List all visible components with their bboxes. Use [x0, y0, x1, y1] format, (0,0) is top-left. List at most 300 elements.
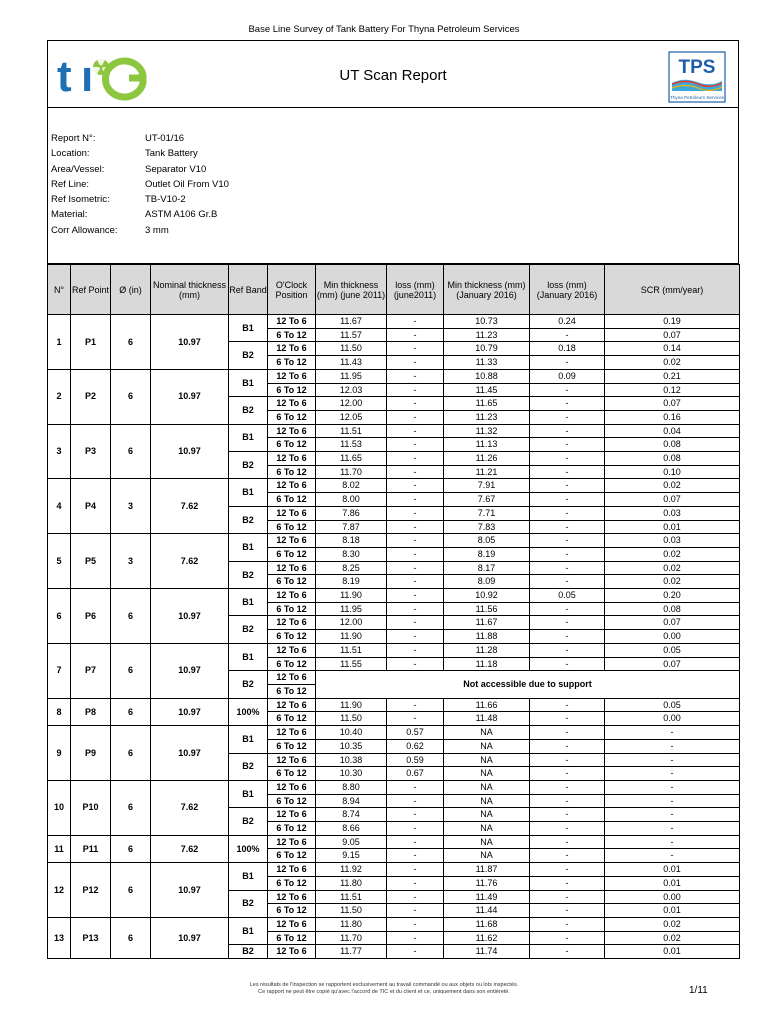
ref-band: B1	[229, 863, 268, 890]
loss-2011: -	[387, 452, 444, 466]
oclock-position: 12 To 6	[268, 589, 316, 603]
scr-value: 0.03	[605, 506, 740, 520]
scr-value: 0.07	[605, 328, 740, 342]
loss-2011: -	[387, 410, 444, 424]
min-thickness-2011: 11.65	[316, 452, 387, 466]
loss-2011: -	[387, 547, 444, 561]
oclock-position: 12 To 6	[268, 671, 316, 685]
loss-2016: -	[530, 424, 605, 438]
diameter: 6	[111, 835, 151, 862]
loss-2016: 0.05	[530, 589, 605, 603]
loss-2016: -	[530, 835, 605, 849]
scr-value: 0.03	[605, 534, 740, 548]
scr-value: 0.01	[605, 876, 740, 890]
ref-band: B1	[229, 369, 268, 396]
column-header: Ref Point	[71, 265, 111, 315]
point-number: 9	[48, 726, 71, 781]
oclock-position: 6 To 12	[268, 657, 316, 671]
ref-band: B2	[229, 808, 268, 835]
not-accessible-note: Not accessible due to support	[316, 671, 740, 698]
point-number: 3	[48, 424, 71, 479]
min-thickness-2016: 11.23	[444, 328, 530, 342]
loss-2016: 0.09	[530, 369, 605, 383]
scr-value: 0.20	[605, 589, 740, 603]
table-row	[48, 589, 740, 603]
info-label: Corr Allowance:	[51, 224, 118, 236]
loss-2016: -	[530, 602, 605, 616]
loss-2016: -	[530, 808, 605, 822]
loss-2011: -	[387, 397, 444, 411]
min-thickness-2011: 8.74	[316, 808, 387, 822]
oclock-position: 6 To 12	[268, 410, 316, 424]
ref-point: P8	[71, 698, 111, 725]
loss-2016: -	[530, 726, 605, 740]
loss-2011: -	[387, 945, 444, 959]
loss-2011: -	[387, 465, 444, 479]
header-band	[48, 41, 738, 108]
point-number: 2	[48, 369, 71, 424]
info-value: TB-V10-2	[145, 194, 186, 206]
ref-point: P5	[71, 534, 111, 589]
diameter: 6	[111, 589, 151, 644]
loss-2016: -	[530, 698, 605, 712]
scr-value: 0.07	[605, 493, 740, 507]
diameter: 3	[111, 479, 151, 534]
oclock-position: 12 To 6	[268, 424, 316, 438]
oclock-position: 6 To 12	[268, 520, 316, 534]
column-header: Min thickness (mm) (January 2016)	[444, 265, 530, 315]
scr-value: -	[605, 753, 740, 767]
min-thickness-2016: 11.68	[444, 917, 530, 931]
loss-2011: -	[387, 328, 444, 342]
oclock-position: 6 To 12	[268, 602, 316, 616]
loss-2016: 0.18	[530, 342, 605, 356]
point-number: 5	[48, 534, 71, 589]
min-thickness-2016: 10.73	[444, 315, 530, 329]
loss-2016: -	[530, 643, 605, 657]
diameter: 6	[111, 698, 151, 725]
min-thickness-2016: NA	[444, 835, 530, 849]
nominal-thickness: 10.97	[151, 424, 229, 479]
oclock-position: 12 To 6	[268, 890, 316, 904]
loss-2011: -	[387, 808, 444, 822]
min-thickness-2011: 8.66	[316, 822, 387, 836]
ref-band: B1	[229, 534, 268, 561]
diameter: 6	[111, 863, 151, 918]
nominal-thickness: 7.62	[151, 835, 229, 862]
min-thickness-2011: 11.55	[316, 657, 387, 671]
column-header: loss (mm) (January 2016)	[530, 265, 605, 315]
ref-band: B1	[229, 780, 268, 807]
min-thickness-2011: 11.50	[316, 712, 387, 726]
min-thickness-2011: 11.43	[316, 356, 387, 370]
column-header: Nominal thickness (mm)	[151, 265, 229, 315]
min-thickness-2016: 11.74	[444, 945, 530, 959]
scr-value: 0.21	[605, 369, 740, 383]
min-thickness-2011: 7.86	[316, 506, 387, 520]
loss-2016: -	[530, 945, 605, 959]
oclock-position: 12 To 6	[268, 917, 316, 931]
loss-2016: -	[530, 328, 605, 342]
loss-2011: -	[387, 315, 444, 329]
min-thickness-2016: NA	[444, 822, 530, 836]
table-row	[48, 424, 740, 438]
min-thickness-2011: 11.77	[316, 945, 387, 959]
info-label: Report N°:	[51, 133, 96, 144]
oclock-position: 12 To 6	[268, 808, 316, 822]
footer-note-line: Ce rapport ne peut être copié qu'avec l'accord de TIC et du client et ce, uniquement dans son entièreté.	[258, 989, 510, 995]
loss-2011: -	[387, 575, 444, 589]
table-row	[48, 534, 740, 548]
loss-2011: -	[387, 630, 444, 644]
oclock-position: 6 To 12	[268, 794, 316, 808]
diameter: 6	[111, 780, 151, 835]
min-thickness-2011: 11.95	[316, 602, 387, 616]
info-label: Material:	[51, 209, 88, 221]
scr-value: 0.08	[605, 602, 740, 616]
oclock-position: 6 To 12	[268, 438, 316, 452]
loss-2016: -	[530, 452, 605, 466]
ref-band: B2	[229, 506, 268, 533]
tps-logo	[668, 51, 726, 103]
min-thickness-2016: 11.45	[444, 383, 530, 397]
min-thickness-2016: 8.17	[444, 561, 530, 575]
min-thickness-2016: 11.87	[444, 863, 530, 877]
info-value: Tank Battery	[145, 148, 198, 160]
min-thickness-2016: 7.67	[444, 493, 530, 507]
oclock-position: 6 To 12	[268, 849, 316, 863]
loss-2011: -	[387, 822, 444, 836]
scr-value: 0.05	[605, 643, 740, 657]
footer-note	[0, 982, 768, 996]
ref-point: P13	[71, 917, 111, 958]
oclock-position: 12 To 6	[268, 397, 316, 411]
table-row	[48, 726, 740, 740]
min-thickness-2016: 11.13	[444, 438, 530, 452]
min-thickness-2011: 11.95	[316, 369, 387, 383]
loss-2016: -	[530, 547, 605, 561]
min-thickness-2016: 11.18	[444, 657, 530, 671]
min-thickness-2011: 8.30	[316, 547, 387, 561]
min-thickness-2016: 8.19	[444, 547, 530, 561]
scr-value: 0.07	[605, 657, 740, 671]
column-header: Ref Band	[229, 265, 268, 315]
nominal-thickness: 7.62	[151, 780, 229, 835]
min-thickness-2011: 8.19	[316, 575, 387, 589]
scr-value: 0.07	[605, 397, 740, 411]
scr-value: 0.01	[605, 520, 740, 534]
oclock-position: 12 To 6	[268, 452, 316, 466]
diameter: 3	[111, 534, 151, 589]
ref-point: P4	[71, 479, 111, 534]
loss-2016: -	[530, 479, 605, 493]
min-thickness-2011: 8.00	[316, 493, 387, 507]
tps-logo-text: TPS	[678, 57, 716, 78]
scr-value: 0.02	[605, 479, 740, 493]
scr-value: 0.02	[605, 575, 740, 589]
min-thickness-2011: 10.38	[316, 753, 387, 767]
loss-2016: -	[530, 849, 605, 863]
min-thickness-2016: NA	[444, 726, 530, 740]
ref-point: P2	[71, 369, 111, 424]
scr-value: -	[605, 808, 740, 822]
point-number: 10	[48, 780, 71, 835]
min-thickness-2016: 11.48	[444, 712, 530, 726]
column-header: SCR (mm/year)	[605, 265, 740, 315]
document-title: Base Line Survey of Tank Battery For Thyna Petroleum Services	[248, 24, 520, 35]
min-thickness-2016: NA	[444, 767, 530, 781]
min-thickness-2016: 11.67	[444, 616, 530, 630]
loss-2011: -	[387, 904, 444, 918]
loss-2016: -	[530, 890, 605, 904]
loss-2011: -	[387, 479, 444, 493]
ref-band: B2	[229, 616, 268, 643]
info-value: Separator V10	[145, 163, 207, 175]
scr-value: 0.16	[605, 410, 740, 424]
min-thickness-2016: NA	[444, 849, 530, 863]
min-thickness-2016: 11.88	[444, 630, 530, 644]
min-thickness-2011: 9.05	[316, 835, 387, 849]
diameter: 6	[111, 643, 151, 698]
min-thickness-2011: 10.35	[316, 739, 387, 753]
loss-2016: -	[530, 780, 605, 794]
oclock-position: 6 To 12	[268, 712, 316, 726]
ref-point: P12	[71, 863, 111, 918]
scr-value: 0.19	[605, 315, 740, 329]
table-row	[48, 643, 740, 657]
table-row	[48, 315, 740, 329]
loss-2016: -	[530, 630, 605, 644]
loss-2011: -	[387, 589, 444, 603]
diameter: 6	[111, 726, 151, 781]
column-header: O'Clock Position	[268, 265, 316, 315]
oclock-position: 6 To 12	[268, 547, 316, 561]
min-thickness-2011: 11.80	[316, 876, 387, 890]
loss-2016: -	[530, 904, 605, 918]
loss-2016: -	[530, 794, 605, 808]
scr-value: -	[605, 767, 740, 781]
min-thickness-2011: 11.90	[316, 698, 387, 712]
loss-2011: -	[387, 342, 444, 356]
oclock-position: 12 To 6	[268, 945, 316, 959]
min-thickness-2016: 11.62	[444, 931, 530, 945]
loss-2016: -	[530, 506, 605, 520]
scr-value: 0.10	[605, 465, 740, 479]
min-thickness-2011: 8.02	[316, 479, 387, 493]
ref-band: B2	[229, 342, 268, 369]
scr-value: -	[605, 835, 740, 849]
info-label: Location:	[51, 148, 90, 160]
min-thickness-2016: 11.66	[444, 698, 530, 712]
loss-2011: -	[387, 424, 444, 438]
loss-2016: -	[530, 616, 605, 630]
loss-2011: -	[387, 643, 444, 657]
min-thickness-2016: 10.79	[444, 342, 530, 356]
oclock-position: 12 To 6	[268, 726, 316, 740]
loss-2016: -	[530, 753, 605, 767]
info-row	[51, 164, 229, 179]
loss-2016: -	[530, 438, 605, 452]
info-row	[51, 148, 229, 163]
oclock-position: 6 To 12	[268, 739, 316, 753]
min-thickness-2011: 12.00	[316, 397, 387, 411]
scr-value: 0.00	[605, 890, 740, 904]
min-thickness-2016: 10.92	[444, 589, 530, 603]
svg-text:ı: ı	[81, 52, 94, 101]
min-thickness-2016: 11.65	[444, 397, 530, 411]
min-thickness-2011: 8.25	[316, 561, 387, 575]
oclock-position: 12 To 6	[268, 342, 316, 356]
ref-band: B1	[229, 643, 268, 670]
scr-value: 0.12	[605, 383, 740, 397]
table-row	[48, 369, 740, 383]
loss-2011: -	[387, 835, 444, 849]
table-row	[48, 917, 740, 931]
oclock-position: 6 To 12	[268, 822, 316, 836]
min-thickness-2016: 11.32	[444, 424, 530, 438]
min-thickness-2011: 11.67	[316, 315, 387, 329]
min-thickness-2016: 11.28	[444, 643, 530, 657]
diameter: 6	[111, 369, 151, 424]
scr-value: 0.01	[605, 863, 740, 877]
nominal-thickness: 10.97	[151, 863, 229, 918]
oclock-position: 12 To 6	[268, 698, 316, 712]
oclock-position: 6 To 12	[268, 383, 316, 397]
column-header: Min thickness (mm) (june 2011)	[316, 265, 387, 315]
info-value: 3 mm	[145, 224, 169, 236]
point-number: 7	[48, 643, 71, 698]
min-thickness-2011: 12.00	[316, 616, 387, 630]
ut-scan-table	[47, 264, 740, 959]
min-thickness-2016: 11.33	[444, 356, 530, 370]
loss-2016: -	[530, 465, 605, 479]
ref-band: 100%	[229, 835, 268, 862]
loss-2011: -	[387, 780, 444, 794]
scr-value: 0.02	[605, 561, 740, 575]
loss-2016: -	[530, 712, 605, 726]
ref-band: B2	[229, 890, 268, 917]
info-row	[51, 209, 229, 224]
info-label: Ref Isometric:	[51, 194, 110, 206]
min-thickness-2011: 10.40	[316, 726, 387, 740]
info-value: Outlet Oil From V10	[145, 178, 229, 190]
info-value: UT-01/16	[145, 133, 185, 144]
ref-band: B1	[229, 726, 268, 753]
min-thickness-2016: NA	[444, 794, 530, 808]
min-thickness-2011: 12.05	[316, 410, 387, 424]
loss-2011: 0.67	[387, 767, 444, 781]
table-row	[48, 698, 740, 712]
scr-value: 0.00	[605, 630, 740, 644]
report-header-frame	[47, 40, 739, 264]
tps-logo-subtext: Thyna Petroleum Services	[670, 95, 724, 100]
scr-value: 0.08	[605, 452, 740, 466]
column-header: loss (mm) (june2011)	[387, 265, 444, 315]
ref-band: B1	[229, 917, 268, 944]
min-thickness-2016: NA	[444, 739, 530, 753]
ref-band: 100%	[229, 698, 268, 725]
min-thickness-2016: NA	[444, 780, 530, 794]
loss-2016: -	[530, 410, 605, 424]
loss-2011: -	[387, 438, 444, 452]
ref-point: P9	[71, 726, 111, 781]
scr-value: 0.05	[605, 698, 740, 712]
loss-2011: -	[387, 863, 444, 877]
point-number: 6	[48, 589, 71, 644]
point-number: 8	[48, 698, 71, 725]
ref-band: B2	[229, 452, 268, 479]
min-thickness-2011: 11.50	[316, 342, 387, 356]
ref-band: B1	[229, 424, 268, 451]
min-thickness-2011: 11.51	[316, 890, 387, 904]
loss-2016: -	[530, 917, 605, 931]
ref-point: P3	[71, 424, 111, 479]
min-thickness-2016: 11.26	[444, 452, 530, 466]
ref-point: P10	[71, 780, 111, 835]
loss-2016: -	[530, 534, 605, 548]
loss-2011: -	[387, 849, 444, 863]
ref-band: B2	[229, 753, 268, 780]
oclock-position: 6 To 12	[268, 876, 316, 890]
point-number: 13	[48, 917, 71, 958]
ref-point: P11	[71, 835, 111, 862]
report-info	[51, 133, 229, 240]
scr-value: 0.08	[605, 438, 740, 452]
scr-value: 0.02	[605, 931, 740, 945]
ref-point: P6	[71, 589, 111, 644]
table-row	[48, 863, 740, 877]
point-number: 12	[48, 863, 71, 918]
scr-value: -	[605, 780, 740, 794]
report-title: UT Scan Report	[339, 67, 447, 84]
info-row	[51, 179, 229, 194]
loss-2016: -	[530, 520, 605, 534]
scr-value: 0.02	[605, 356, 740, 370]
table-row	[48, 479, 740, 493]
ref-band: B1	[229, 315, 268, 342]
min-thickness-2011: 11.70	[316, 931, 387, 945]
min-thickness-2011: 11.80	[316, 917, 387, 931]
oclock-position: 12 To 6	[268, 369, 316, 383]
oclock-position: 6 To 12	[268, 328, 316, 342]
loss-2011: -	[387, 534, 444, 548]
min-thickness-2016: 11.56	[444, 602, 530, 616]
point-number: 11	[48, 835, 71, 862]
loss-2011: -	[387, 931, 444, 945]
scr-value: -	[605, 726, 740, 740]
min-thickness-2011: 11.50	[316, 904, 387, 918]
loss-2011: -	[387, 506, 444, 520]
loss-2016: -	[530, 397, 605, 411]
oclock-position: 6 To 12	[268, 931, 316, 945]
min-thickness-2011: 8.80	[316, 780, 387, 794]
ref-band: B2	[229, 397, 268, 424]
oclock-position: 12 To 6	[268, 780, 316, 794]
min-thickness-2011: 11.90	[316, 630, 387, 644]
min-thickness-2011: 9.15	[316, 849, 387, 863]
min-thickness-2016: 11.49	[444, 890, 530, 904]
oclock-position: 12 To 6	[268, 534, 316, 548]
loss-2011: -	[387, 890, 444, 904]
footer-note-line: Les résultats de l'inspection se rapportent exclusivement au travail commandé ou aux objets ou lots inspectés.	[249, 982, 519, 988]
loss-2016: -	[530, 876, 605, 890]
loss-2011: 0.57	[387, 726, 444, 740]
min-thickness-2016: 11.76	[444, 876, 530, 890]
min-thickness-2011: 11.92	[316, 863, 387, 877]
loss-2011: -	[387, 876, 444, 890]
scr-value: 0.00	[605, 712, 740, 726]
nominal-thickness: 10.97	[151, 315, 229, 370]
